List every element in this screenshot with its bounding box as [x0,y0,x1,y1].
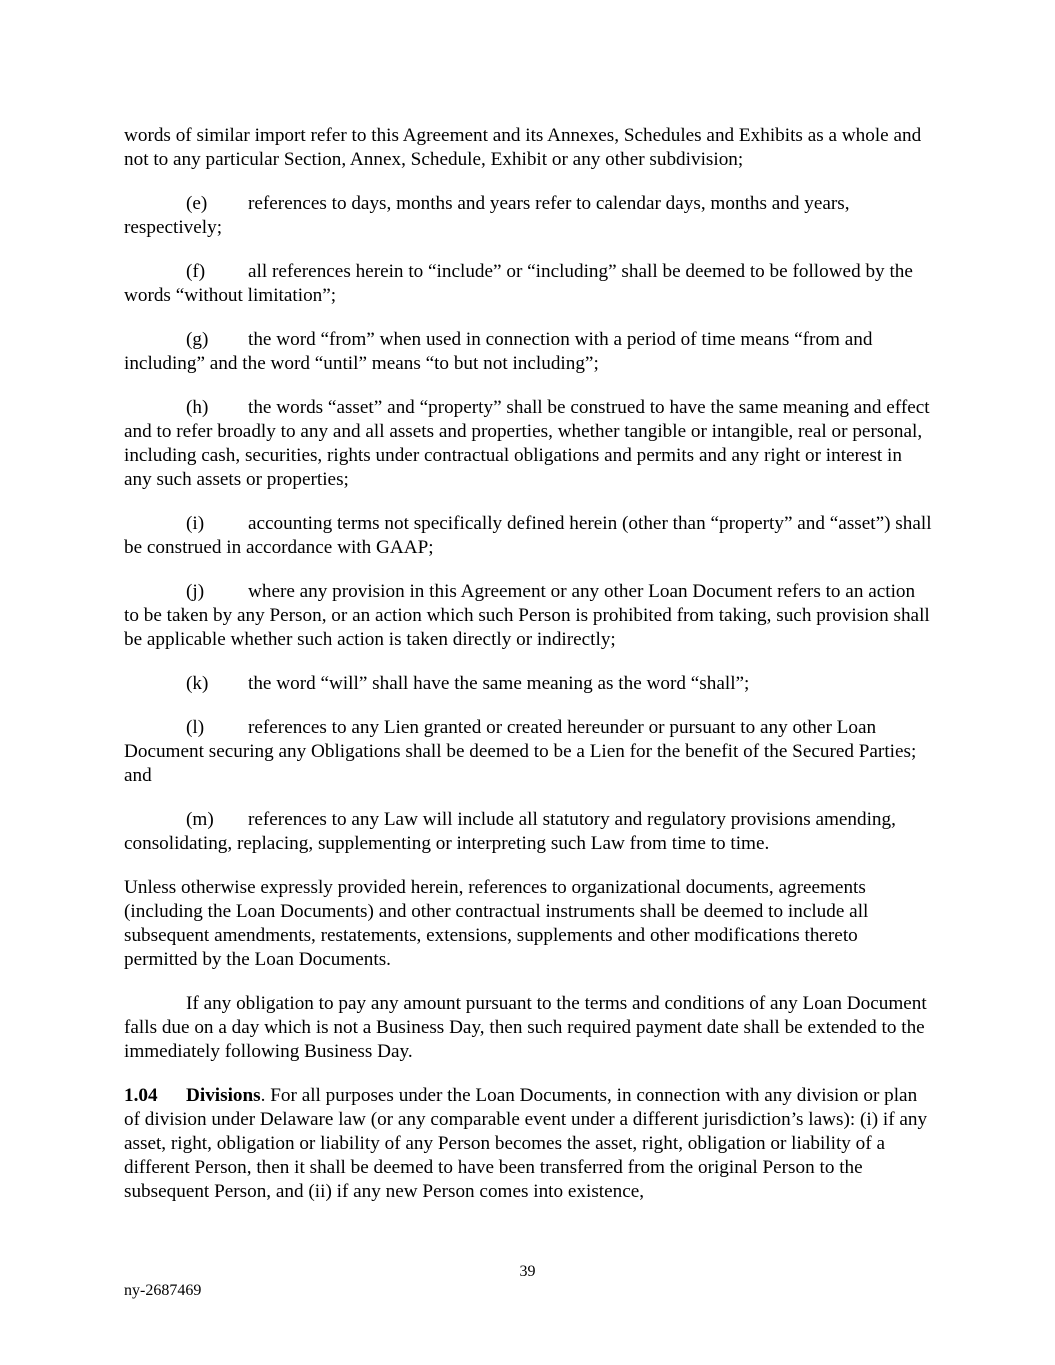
clause-text: the word “from” when used in connection with a period of time means “from and including” and the word “until” means “to but not including”; [124,329,873,374]
clause-text: all references herein to “include” or “including” shall be deemed to be followed by the words “without limitation”; [124,261,913,306]
clause-label: (f) [186,261,206,282]
clause-l [124,716,932,788]
clause-text: accounting terms not specifically defined herein (other than “property” and “asset”) shall be construed in accordance with GAAP; [124,513,932,558]
paragraph-continuation: words of similar import refer to this Agreement and its Annexes, Schedules and Exhibits as a whole and not to any particular Section, Annex, Schedule, Exhibit or any other subdivision; [124,125,922,170]
paragraph-unless-otherwise: Unless otherwise expressly provided herein, references to organizational documents, agreements (including the Loan Documents) and other contractual instruments shall be deemed to include all subsequent amendments, restatements, extensions, supplements and other modifications thereto permitted by the Loan Documents. [124,877,869,970]
clause-text: references to any Lien granted or created hereunder or pursuant to any other Loan Document securing any Obligations shall be deemed to be a Lien for the benefit of the Secured Parties; and [124,717,917,786]
clause-h [124,396,932,492]
clause-text: references to any Law will include all statutory and regulatory provisions amending, consolidating, replacing, supplementing or interpreting such Law from time to time. [124,809,896,854]
clause-i [124,512,932,560]
document-body [124,124,932,1224]
clause-text: the word “will” shall have the same meaning as the word “shall”; [248,673,750,694]
clause-text: the words “asset” and “property” shall be construed to have the same meaning and effect and to refer broadly to any and all assets and properties, whether tangible or intangible, real or personal, including cash, securities, rights under contractual obligations and permits and any right or interest in any such assets or properties; [124,397,930,490]
clause-g [124,328,932,376]
clause-label: (k) [186,673,209,694]
clause-label: (j) [186,581,205,602]
section-title: Divisions [186,1085,261,1106]
page-number: 39 [519,1263,536,1280]
clause-text: references to days, months and years refer to calendar days, months and years, respectively; [124,193,850,238]
clause-label: (i) [186,513,205,534]
section-number: 1.04 [124,1085,158,1106]
document-id: ny-2687469 [124,1282,202,1299]
clause-text: where any provision in this Agreement or any other Loan Document refers to an action to be taken by any Person, or an action which such Person is prohibited from taking, such provision shall be applicable whether such action is taken directly or indirectly; [124,581,930,650]
clause-j [124,580,932,652]
clause-label: (h) [186,397,209,418]
section-1-04 [124,1084,932,1204]
clause-f [124,260,932,308]
clause-label: (l) [186,717,205,738]
section-text: . For all purposes under the Loan Documents, in connection with any division or plan of division under Delaware law (or any comparable event under a different jurisdiction’s laws): (i) if any asset, right, obligation or liability of any Person becomes the asset, right, obligation or liability of a different Person, then it shall be deemed to have been transferred from the original Person to the subsequent Person, and (ii) if any new Person comes into existence, [124,1085,928,1202]
clause-label: (g) [186,329,209,350]
clause-label: (m) [186,809,214,830]
clause-e [124,192,932,240]
paragraph-business-day: If any obligation to pay any amount pursuant to the terms and conditions of any Loan Document falls due on a day which is not a Business Day, then such required payment date shall be extended to the immediately following Business Day. [124,993,927,1062]
clause-m [124,808,932,856]
clause-k [124,672,932,696]
clause-label: (e) [186,193,208,214]
